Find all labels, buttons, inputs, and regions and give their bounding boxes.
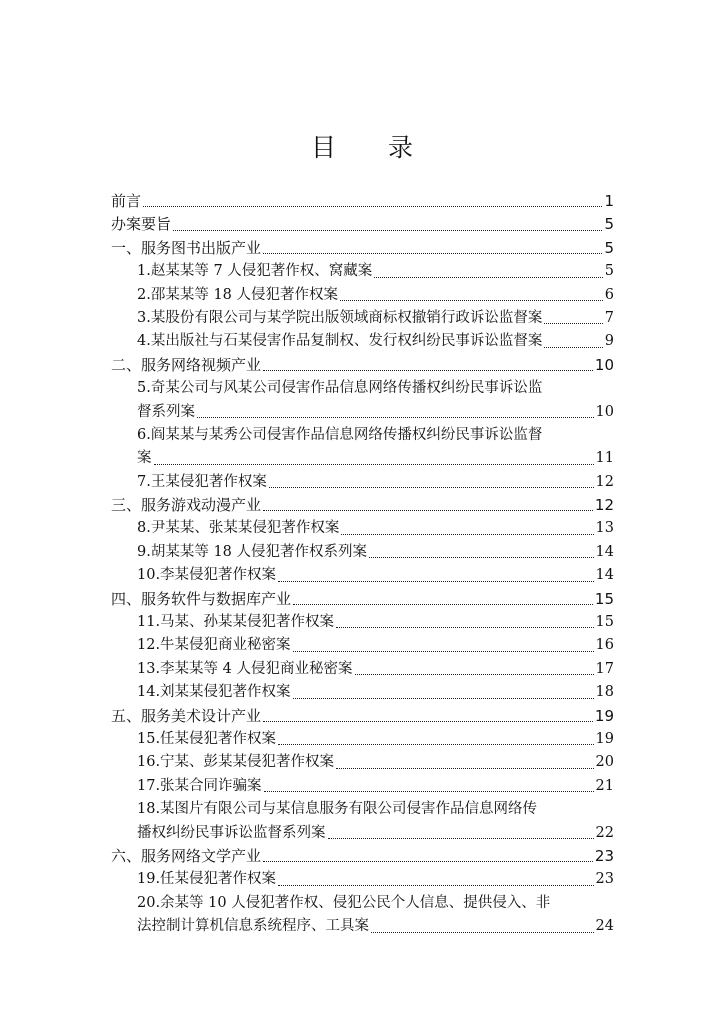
page-number: 19: [594, 706, 614, 725]
page-number: 11: [595, 450, 614, 467]
dot-leader: [293, 651, 594, 652]
entry-title-continued: 播权纠纷民事诉讼监督系列案: [137, 824, 326, 841]
dot-leader: [341, 534, 593, 535]
dot-leader: [336, 627, 593, 628]
dot-leader: [263, 510, 593, 511]
dot-leader: [340, 300, 603, 301]
page-number: 10: [594, 355, 614, 374]
entry-title-continued: 案: [137, 450, 152, 467]
page-number: 19: [595, 730, 614, 747]
entry-title: 10.李某侵犯著作权案: [137, 567, 277, 584]
dot-leader: [263, 721, 593, 722]
dot-leader: [544, 347, 602, 348]
table-of-contents: [111, 190, 614, 939]
dot-leader: [278, 885, 593, 886]
page-number: 24: [595, 918, 614, 935]
toc-entry[interactable]: [111, 424, 614, 447]
section-title: 四、服务软件与数据库产业: [111, 589, 292, 608]
entry-title: 17.张某合同诈骗案: [137, 777, 262, 794]
toc-section[interactable]: [111, 588, 614, 611]
entry-title: 7.王某侵犯著作权案: [137, 473, 267, 490]
toc-entry[interactable]: [111, 798, 614, 821]
toc-section[interactable]: [111, 705, 614, 728]
entry-title-continued: 督系列案: [137, 403, 195, 420]
entry-title: 13.李某某等 4 人侵犯商业秘密案: [137, 660, 353, 677]
dot-leader: [263, 253, 602, 254]
dot-leader: [278, 744, 593, 745]
toc-entry[interactable]: [111, 892, 614, 915]
toc-entry-continuation[interactable]: [111, 915, 614, 938]
dot-leader: [263, 861, 593, 862]
dot-leader: [369, 557, 594, 558]
toc-entry-continuation[interactable]: [111, 401, 614, 424]
toc-entry[interactable]: [111, 775, 614, 798]
toc-entry[interactable]: [111, 471, 614, 494]
dot-leader: [293, 604, 593, 605]
section-title: 办案要旨: [111, 215, 172, 234]
entry-title: 8.尹某某、张某某侵犯著作权案: [137, 520, 340, 537]
section-title: 五、服务美术设计产业: [111, 706, 262, 725]
toc-entry[interactable]: [111, 307, 614, 330]
entry-title: 12.牛某侵犯商业秘密案: [137, 637, 291, 654]
entry-title: 14.刘某某侵犯著作权案: [137, 684, 291, 701]
dot-leader: [278, 581, 593, 582]
dot-leader: [328, 838, 594, 839]
page-number: 6: [604, 286, 614, 303]
page-number: 15: [594, 589, 614, 608]
toc-entry[interactable]: [111, 564, 614, 587]
section-title: 一、服务图书出版产业: [111, 238, 262, 257]
entry-title: 4.某出版社与石某侵害作品复制权、发行权纠纷民事诉讼监督案: [137, 333, 543, 350]
page-number: 1: [604, 191, 614, 210]
section-title: 六、服务网络文学产业: [111, 846, 262, 865]
page-number: 20: [595, 754, 614, 771]
toc-section[interactable]: [111, 213, 614, 236]
toc-entry[interactable]: [111, 868, 614, 891]
toc-entry[interactable]: [111, 541, 614, 564]
dot-leader: [293, 698, 594, 699]
entry-title: 19.任某侵犯著作权案: [137, 871, 277, 888]
toc-entry[interactable]: [111, 681, 614, 704]
toc-entry[interactable]: [111, 751, 614, 774]
toc-entry-continuation[interactable]: [111, 822, 614, 845]
toc-entry[interactable]: [111, 377, 614, 400]
page-number: 5: [604, 263, 614, 280]
page-number: 5: [604, 238, 614, 257]
toc-entry[interactable]: [111, 634, 614, 657]
entry-title: 15.任某侵犯著作权案: [137, 730, 277, 747]
toc-entry[interactable]: [111, 284, 614, 307]
dot-leader: [197, 417, 594, 418]
dot-leader: [263, 370, 593, 371]
toc-entry[interactable]: [111, 658, 614, 681]
entry-title: 9.胡某某等 18 人侵犯著作权系列案: [137, 543, 368, 560]
dot-leader: [154, 464, 594, 465]
page-number: 12: [595, 473, 614, 490]
page-number: 7: [604, 309, 614, 326]
page-number: 5: [604, 215, 614, 234]
toc-section[interactable]: [111, 494, 614, 517]
page-number: 17: [595, 660, 614, 677]
entry-title: 20.余某等 10 人侵犯著作权、侵犯公民个人信息、提供侵入、非: [137, 894, 551, 911]
toc-entry-continuation[interactable]: [111, 447, 614, 470]
dot-leader: [336, 768, 593, 769]
page-number: 18: [595, 684, 614, 701]
toc-section[interactable]: [111, 354, 614, 377]
page-number: 22: [595, 824, 614, 841]
toc-entry[interactable]: [111, 330, 614, 353]
page-number: 21: [595, 777, 614, 794]
dot-leader: [173, 230, 602, 231]
page-number: 16: [595, 637, 614, 654]
entry-title: 2.邵某某等 18 人侵犯著作权案: [137, 286, 339, 303]
toc-entry[interactable]: [111, 728, 614, 751]
page-number: 10: [595, 403, 614, 420]
entry-title: 11.马某、孙某某侵犯著作权案: [137, 614, 335, 631]
page-number: 15: [595, 614, 614, 631]
dot-leader: [374, 277, 602, 278]
section-title: 三、服务游戏动漫产业: [111, 496, 262, 515]
page-number: 9: [604, 333, 614, 350]
section-title: 前言: [111, 191, 142, 210]
dot-leader: [371, 932, 594, 933]
dot-leader: [143, 206, 602, 207]
entry-title: 18.某图片有限公司与某信息服务有限公司侵害作品信息网络传: [137, 801, 538, 818]
page-number: 23: [595, 871, 614, 888]
page-number: 14: [595, 543, 614, 560]
entry-title: 3.某股份有限公司与某学院出版领域商标权撤销行政诉讼监督案: [137, 309, 543, 326]
dot-leader: [269, 487, 594, 488]
toc-section[interactable]: [111, 190, 614, 213]
entry-title-continued: 法控制计算机信息系统程序、工具案: [137, 918, 369, 935]
toc-entry[interactable]: [111, 260, 614, 283]
entry-title: 1.赵某某等 7 人侵犯著作权、窝藏案: [137, 263, 373, 280]
toc-entry[interactable]: [111, 611, 614, 634]
toc-entry[interactable]: [111, 517, 614, 540]
page-number: 12: [594, 496, 614, 515]
dot-leader: [544, 323, 602, 324]
entry-title: 16.宁某、彭某某侵犯著作权案: [137, 754, 335, 771]
section-title: 二、服务网络视频产业: [111, 355, 262, 374]
toc-section[interactable]: [111, 237, 614, 260]
toc-section[interactable]: [111, 845, 614, 868]
page-number: 13: [595, 520, 614, 537]
entry-title: 6.阎某某与某秀公司侵害作品信息网络传播权纠纷民事诉讼监督: [137, 426, 543, 443]
dot-leader: [264, 791, 594, 792]
entry-title: 5.奇某公司与风某公司侵害作品信息网络传播权纠纷民事诉讼监: [137, 380, 543, 397]
page-number: 23: [594, 846, 614, 865]
page-number: 14: [595, 567, 614, 584]
page-title: 目 录: [311, 133, 435, 162]
dot-leader: [355, 674, 594, 675]
